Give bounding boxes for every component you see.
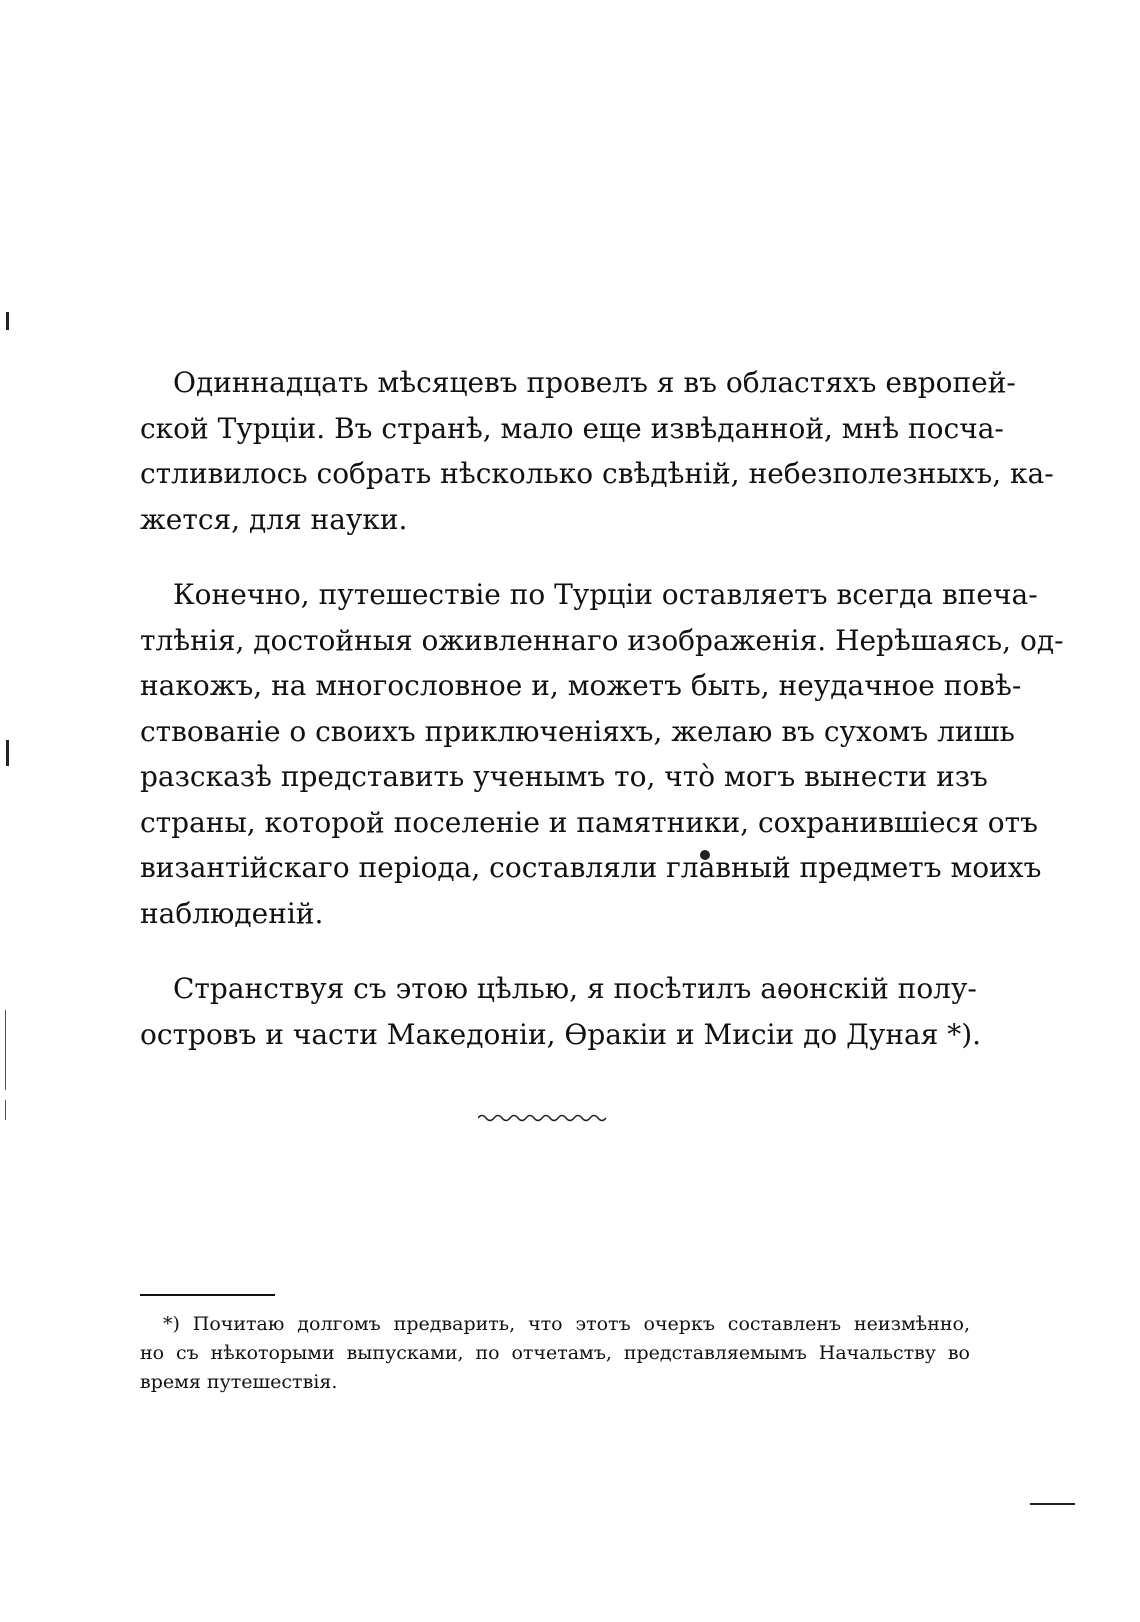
text-line: накожъ, на многословное и, можетъ быть, неудачное повѣ- — [140, 669, 1022, 702]
wavy-divider-ornament — [478, 1112, 608, 1124]
scan-mark — [1030, 1503, 1075, 1505]
text-line: Странствуя съ этою цѣлью, я посѣтилъ аѳонскій полу- — [173, 972, 977, 1005]
scan-mark — [5, 1010, 6, 1090]
footnote — [140, 1310, 970, 1397]
footnote-line: время путешествія. — [140, 1371, 338, 1393]
footnote-line: *) Почитаю долгомъ предварить, что этотъ очеркъ составленъ неизмѣнно, — [163, 1313, 970, 1335]
footnote-line: но съ нѣкоторыми выпусками, по отчетамъ, представляемымъ Начальству во — [140, 1342, 970, 1364]
footnote-rule — [140, 1294, 275, 1296]
text-line: островъ и части Македоніи, Ѳракіи и Мисіи до Дуная *). — [140, 1017, 982, 1051]
text-line: Одиннадцать мѣсяцевъ провелъ я въ областяхъ европей- — [173, 366, 1016, 399]
text-line: наблюденій. — [140, 896, 324, 930]
text-line: тлѣнія, достойныя оживленнаго изображенія. Нерѣшаясь, од- — [140, 623, 1064, 657]
paragraph-3 — [140, 966, 982, 1057]
text-line: ствованіе о своихъ приключеніяхъ, желаю въ сухомъ лишь — [140, 714, 1015, 748]
scan-mark — [5, 1100, 6, 1120]
paragraph-2 — [140, 572, 1064, 936]
paragraph-1 — [140, 360, 1054, 542]
text-line: византійскаго періода, составляли главный предметъ моихъ — [140, 851, 1042, 884]
scan-mark — [6, 740, 9, 766]
text-line: жется, для науки. — [140, 502, 408, 536]
scan-mark — [6, 312, 9, 330]
main-text — [140, 360, 1064, 1087]
text-line: стливилось собрать нѣсколько свѣдѣній, небезполезныхъ, ка- — [140, 457, 1054, 490]
text-line: разсказѣ представить ученымъ то, что̀ могъ вынести изъ — [140, 760, 988, 793]
text-line: Конечно, путешествіе по Турціи оставляетъ всегда впеча- — [173, 578, 1038, 611]
text-line: страны, которой поселеніе и памятники, сохранившіеся отъ — [140, 805, 1038, 839]
text-line: ской Турціи. Въ странѣ, мало еще извѣданной, мнѣ посча- — [140, 411, 1004, 445]
